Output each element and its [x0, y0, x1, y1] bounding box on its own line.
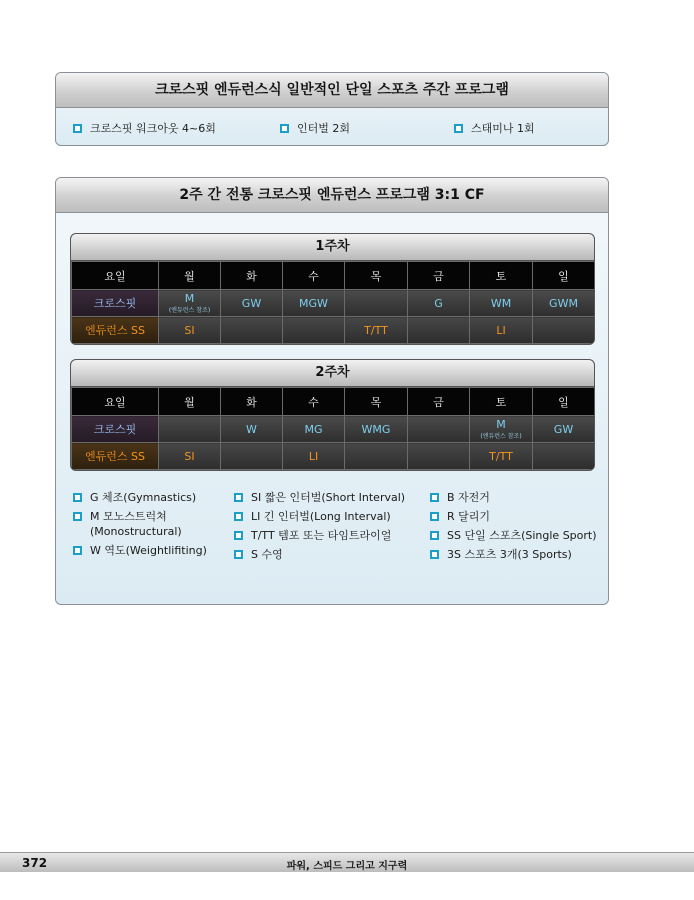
header-cell: 화: [221, 388, 283, 416]
table-cell: W: [221, 416, 283, 443]
week1-table: [71, 261, 595, 344]
header-cell: 월: [159, 388, 221, 416]
square-bullet-icon: [73, 124, 82, 133]
header-cell: 토: [470, 388, 533, 416]
table-cell: [408, 443, 470, 470]
square-bullet-icon: [73, 493, 82, 502]
header-cell: 월: [159, 262, 221, 290]
header-cell: 일: [533, 262, 595, 290]
header-cell: 일: [533, 388, 595, 416]
table-cell: [533, 317, 595, 344]
week2-title: 2주차: [71, 360, 594, 387]
table-cell: [221, 317, 283, 344]
legend-item: 3S 스포츠 3개(3 Sports): [430, 548, 608, 562]
row-label: 엔듀런스 SS: [72, 443, 159, 470]
table-cell: SI: [159, 443, 221, 470]
legend-item: SS 단일 스포츠(Single Sport): [430, 529, 608, 543]
square-bullet-icon: [430, 512, 439, 521]
two-week-program-title: 2주 간 전통 크로스핏 엔듀런스 프로그램 3:1 CF: [56, 178, 608, 213]
crossfit-row: [72, 416, 595, 443]
header-cell: 수: [283, 262, 345, 290]
square-bullet-icon: [234, 493, 243, 502]
table-cell: [533, 443, 595, 470]
square-bullet-icon: [430, 493, 439, 502]
table-cell: MGW: [283, 290, 345, 317]
legend-item: SI 짧은 인터벌(Short Interval): [234, 491, 434, 505]
table-cell: MG: [283, 416, 345, 443]
legend-item: G 체조(Gymnastics): [73, 491, 233, 505]
header-cell: 요일: [72, 388, 159, 416]
header-cell: 목: [345, 388, 408, 416]
square-bullet-icon: [73, 512, 82, 521]
header-cell: 목: [345, 262, 408, 290]
legend-column-2: [234, 491, 434, 567]
weekly-item: 크로스핏 워크아웃 4~6회: [73, 120, 216, 136]
legend-item: R 달리기: [430, 510, 608, 524]
table-cell: M (엔듀런스 참조): [159, 290, 221, 317]
week2-table: [71, 387, 595, 470]
legend-item: T/TT 템포 또는 타임트라이얼: [234, 529, 434, 543]
table-cell: SI: [159, 317, 221, 344]
row-label: 크로스핏: [72, 416, 159, 443]
week1-title: 1주차: [71, 234, 594, 261]
row-label: 크로스핏: [72, 290, 159, 317]
weekly-item: 인터벌 2회: [280, 120, 350, 136]
table-cell: [345, 290, 408, 317]
table-cell: [221, 443, 283, 470]
table-cell: LI: [283, 443, 345, 470]
header-cell: 요일: [72, 262, 159, 290]
table-cell: T/TT: [345, 317, 408, 344]
two-week-program-panel: [55, 177, 609, 605]
table-cell: [159, 416, 221, 443]
weekly-program-title: 크로스핏 엔듀런스식 일반적인 단일 스포츠 주간 프로그램: [56, 73, 608, 108]
crossfit-row: [72, 290, 595, 317]
table-cell: [408, 317, 470, 344]
square-bullet-icon: [280, 124, 289, 133]
header-cell: 화: [221, 262, 283, 290]
legend-item: B 자전거: [430, 491, 608, 505]
table-cell: [345, 443, 408, 470]
legend-item: S 수영: [234, 548, 434, 562]
weekly-item: 스태미나 1회: [454, 120, 535, 136]
table-cell: GW: [533, 416, 595, 443]
weekly-program-items: [56, 108, 608, 146]
week1-schedule: [70, 233, 595, 345]
legend-item-continuation: (Monostructural): [90, 525, 182, 538]
table-cell: LI: [470, 317, 533, 344]
legend-column-3: [430, 491, 608, 567]
header-cell: 금: [408, 388, 470, 416]
table-cell: GW: [221, 290, 283, 317]
legend-column-1: [73, 491, 233, 563]
legend-item: LI 긴 인터벌(Long Interval): [234, 510, 434, 524]
table-cell: T/TT: [470, 443, 533, 470]
book-title: 파워, 스피드 그리고 지구력: [286, 861, 408, 872]
endurance-row: [72, 443, 595, 470]
header-cell: 토: [470, 262, 533, 290]
square-bullet-icon: [430, 550, 439, 559]
table-cell: GWM: [533, 290, 595, 317]
table-cell: M (엔듀런스 참조): [470, 416, 533, 443]
square-bullet-icon: [234, 512, 243, 521]
square-bullet-icon: [430, 531, 439, 540]
legend-item: M 모노스트럭쳐: [73, 510, 233, 524]
square-bullet-icon: [234, 550, 243, 559]
weekly-program-panel: [55, 72, 609, 146]
row-label: 엔듀런스 SS: [72, 317, 159, 344]
week2-schedule: [70, 359, 595, 471]
table-cell: WM: [470, 290, 533, 317]
page-number: 372: [22, 856, 48, 870]
header-cell: 금: [408, 262, 470, 290]
table-cell: [283, 317, 345, 344]
square-bullet-icon: [73, 546, 82, 555]
table-cell: [408, 416, 470, 443]
table-cell: WMG: [345, 416, 408, 443]
table-header-row: [72, 388, 595, 416]
endurance-row: [72, 317, 595, 344]
table-header-row: [72, 262, 595, 290]
page-footer: [0, 852, 694, 872]
square-bullet-icon: [234, 531, 243, 540]
legend-item: W 역도(Weightlifiting): [73, 544, 233, 558]
header-cell: 수: [283, 388, 345, 416]
square-bullet-icon: [454, 124, 463, 133]
table-cell: G: [408, 290, 470, 317]
